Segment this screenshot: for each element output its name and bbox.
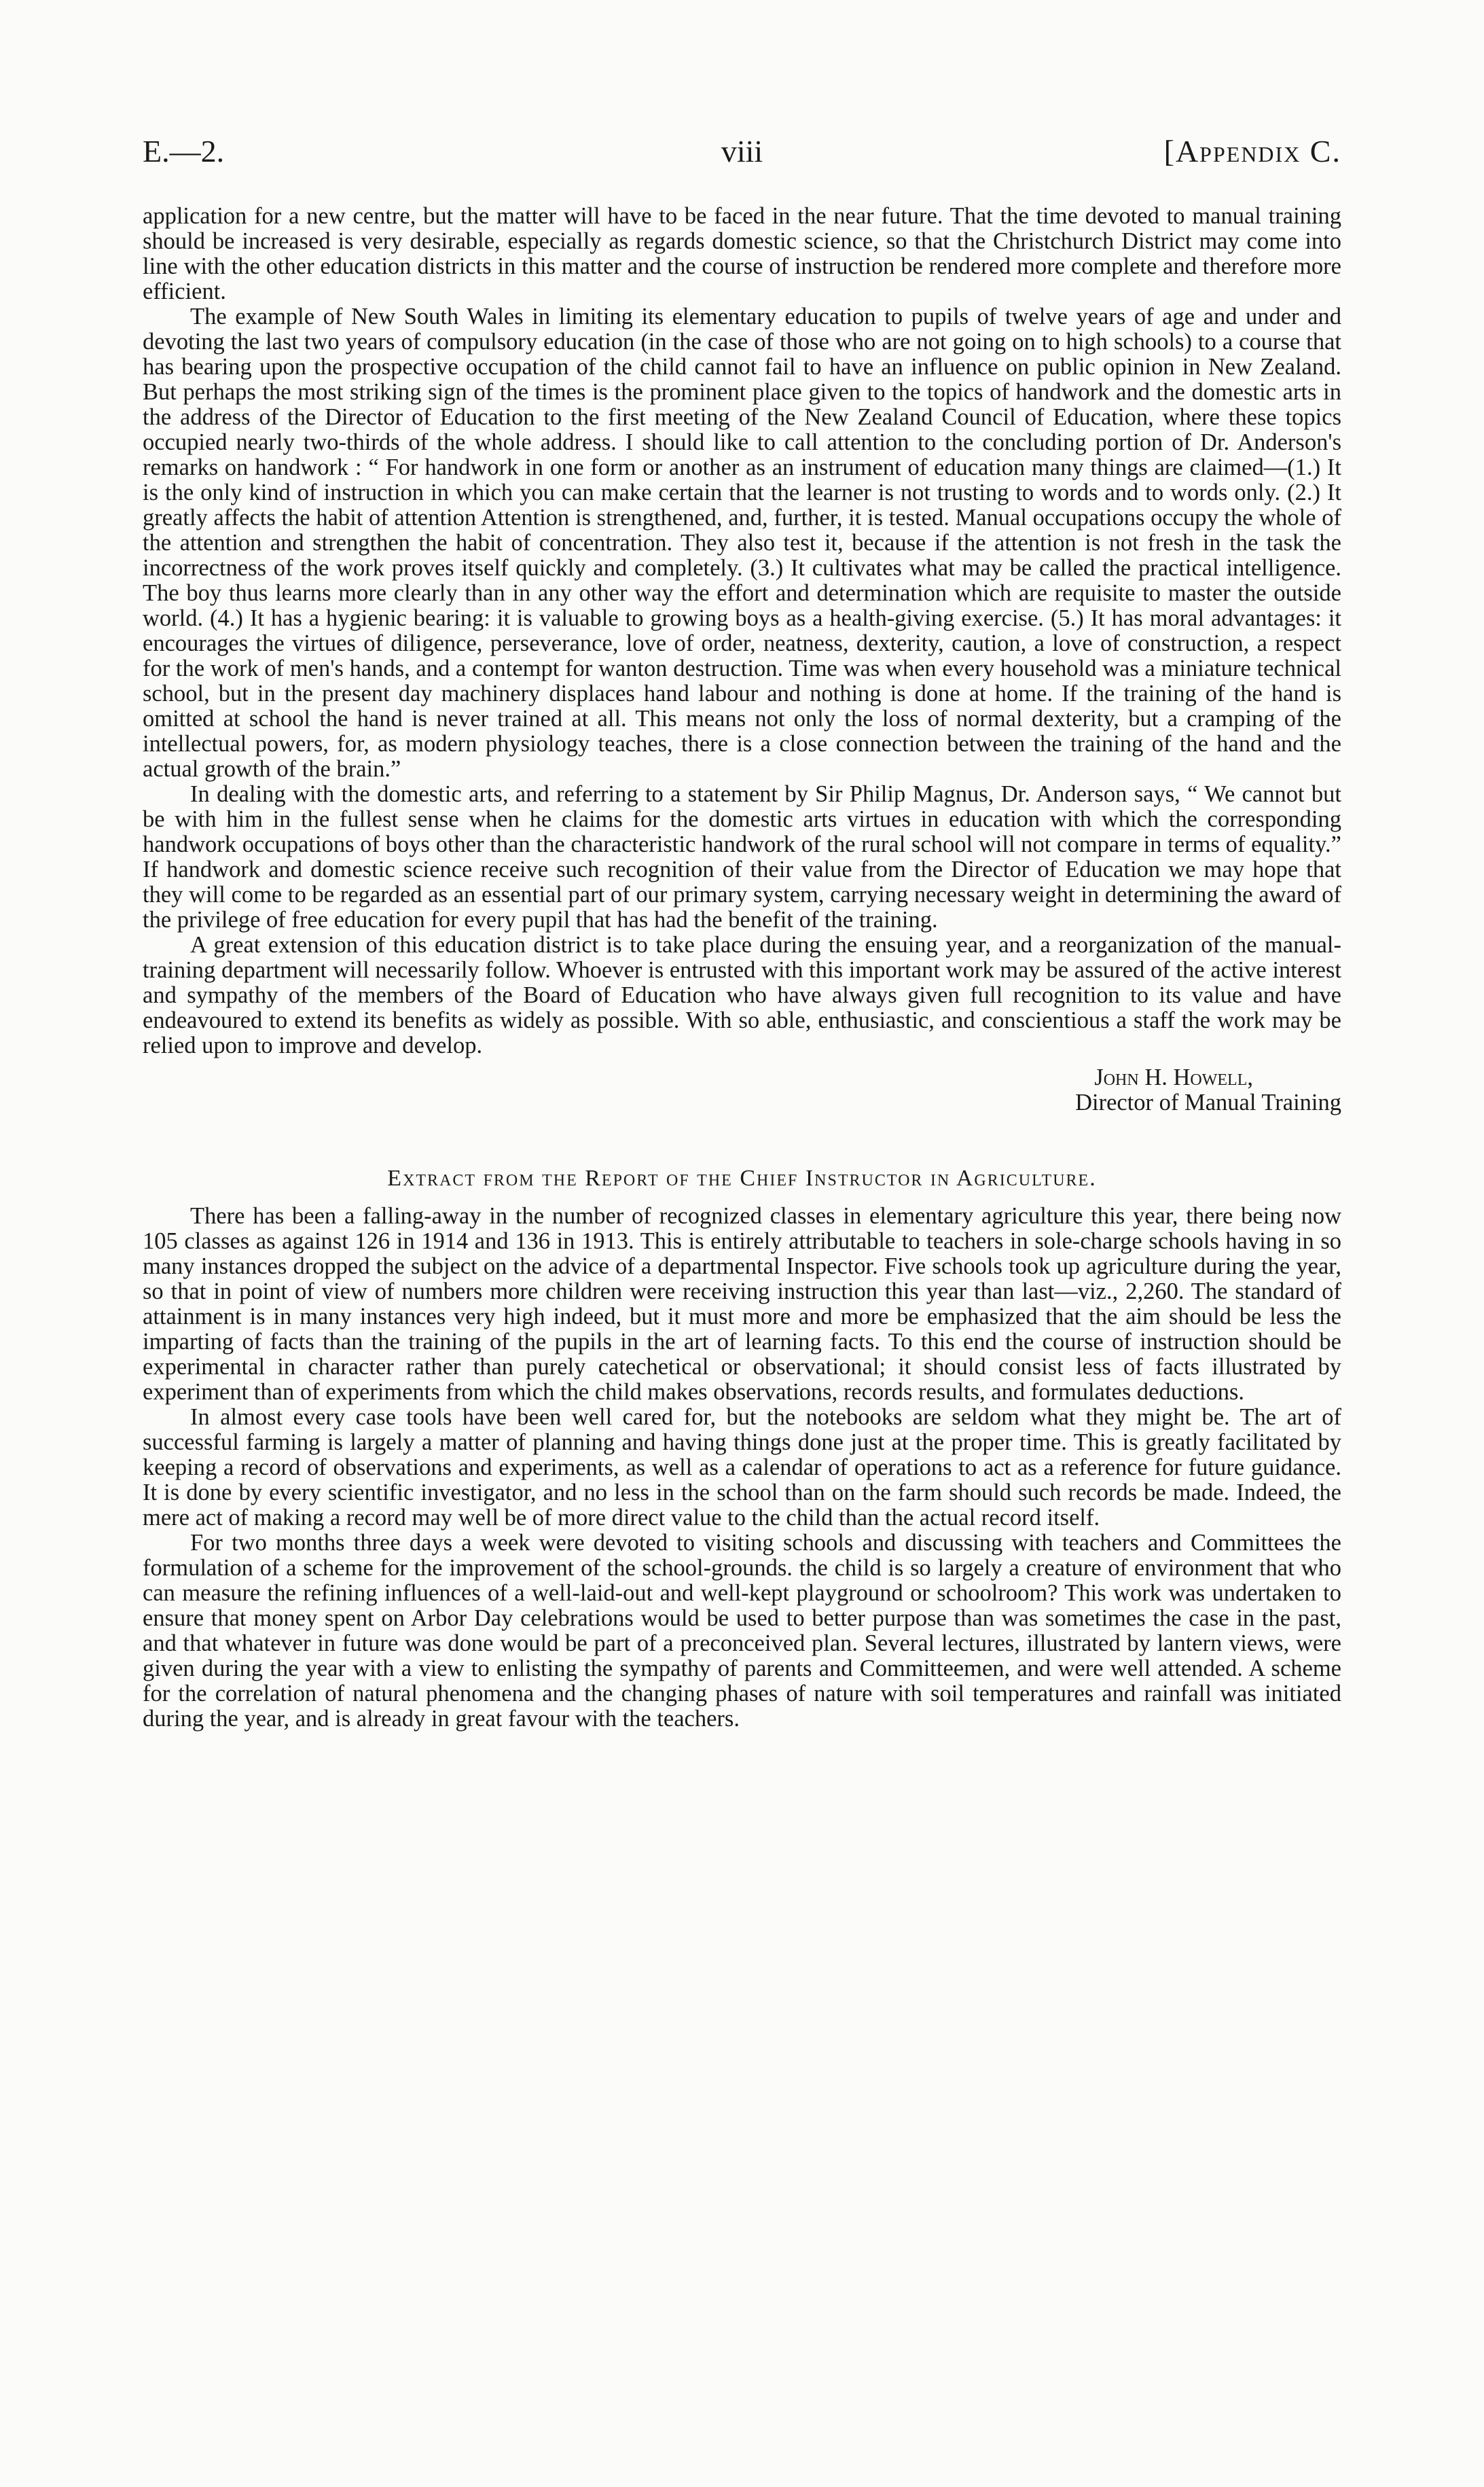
paragraph: A great extension of this education district is to take place during the ensuing year, and a reorganization of the manual-training department will necessarily follow. Whoever is entrusted with this important work may be assured of the active interest and sympathy of the members of the Board of Education who have always given full recognition to its value and have endeavoured to extend its benefits as widely as possible. With so able, enthusiastic, and conscientious a staff the work may be relied upon to improve and develop. bbox=[143, 932, 1341, 1058]
report-code: E.—2. bbox=[143, 134, 225, 168]
paragraph: For two months three days a week were devoted to visiting schools and discussing with teachers and Committees the formulation of a scheme for the improvement of the school-grounds. the child is so largely a creature of environment that who can measure the refining influences of a well-laid-out and well-kept playground or schoolroom? This work was undertaken to ensure that money spent on Arbor Day celebrations would be used to better purpose than was sometimes the case in the past, and that whatever in future was done would be part of a preconceived plan. Several lectures, illustrated by lantern views, were given during the year with a view to enlisting the sympathy of parents and Committeemen, and were well attended. A scheme for the correlation of natural phenomena and the changing phases of nature with soil temperatures and rainfall was initiated during the year, and is already in great favour with the teachers. bbox=[143, 1530, 1341, 1732]
paragraph: There has been a falling-away in the number of recognized classes in elementary agriculture this year, there being now 105 classes as against 126 in 1914 and 136 in 1913. This is entirely attributable to teachers in sole-charge schools having in so many instances dropped the subject on the advice of a departmental Inspector. Five schools took up agriculture during the year, so that in point of view of numbers more children were receiving instruction this year than last—viz., 2,260. The standard of attainment is in many instances very high indeed, but it must more and more be emphasized that the aim should be less the imparting of facts than the training of the pupils in the art of learning facts. To this end the course of instruction should be experimental in character rather than purely catechetical or observational; it should consist less of facts illustrated by experiment than of experiments from which the child makes observations, records results, and formulates deductions. bbox=[143, 1203, 1341, 1405]
appendix-label: [Appendix C. bbox=[1163, 134, 1341, 168]
page-header bbox=[143, 133, 1341, 181]
section-heading: Extract from the Report of the Chief Instructor in Agriculture. bbox=[387, 1166, 1097, 1191]
paragraph: In dealing with the domestic arts, and referring to a statement by Sir Philip Magnus, Dr. Anderson says, “ We cannot but be with him in the fullest sense when he claims for the domestic arts virtues in education with which the corresponding handwork occupations of boys other than the characteristic handwork of the rural school will not compare in terms of equality.” If handwork and domestic science receive such recognition of their value from the Director of Education we may hope that they will come to be regarded as an essential part of our primary system, carrying necessary weight in determining the award of the privilege of free education for every pupil that has had the benefit of the training. bbox=[143, 781, 1341, 933]
paragraph: In almost every case tools have been well cared for, but the notebooks are seldom what they might be. The art of successful farming is largely a matter of planning and having things done just at the proper time. This is greatly facilitated by keeping a record of observations and experiments, as well as a calendar of operations to act as a reference for future guidance. It is done by every scientific investigator, and no less in the school than on the farm should such records be made. Indeed, the mere act of making a record may well be of more direct value to the child than the actual record itself. bbox=[143, 1404, 1341, 1531]
page-number: viii bbox=[721, 134, 763, 168]
signature-block bbox=[143, 1065, 1341, 1115]
signatory-name: John H. Howell, bbox=[1094, 1064, 1253, 1090]
signatory-title: Director of Manual Training bbox=[1075, 1090, 1341, 1115]
paragraph: application for a new centre, but the matter will have to be faced in the near future. That the time devoted to manual training should be increased is very desirable, especially as regards domestic science, so that the Christchurch District may come into line with the other education districts in this matter and the course of instruction be rendered more complete and therefore more efficient. bbox=[143, 203, 1341, 304]
paragraph: The example of New South Wales in limiting its elementary education to pupils of twelve years of age and under and devoting the last two years of compulsory education (in the case of those who are not going on to high schools) to a course that has bearing upon the prospective occupation of the child cannot fail to have an influence on public opinion in New Zealand. But perhaps the most striking sign of the times is the prominent place given to the topics of handwork and the domestic arts in the address of the Director of Education to the first meeting of the New Zealand Council of Education, where these topics occupied nearly two-thirds of the whole address. I should like to call attention to the concluding portion of Dr. Anderson's remarks on handwork : “ For handwork in one form or another as an instrument of education many things are claimed—(1.) It is the only kind of instruction in which you can make certain that the learner is not trusting to words and to words only. (2.) It greatly affects the habit of attention Attention is strengthened, and, further, it is tested. Manual occupations occupy the whole of the attention and strengthen the habit of concentration. They also test it, because if the attention is not fresh in the task the incorrectness of the work proves itself quickly and completely. (3.) It cultivates what may be called the practical intelligence. The boy thus learns more clearly than in any other way the effort and determination which are requisite to master the outside world. (4.) It has a hygienic bearing: it is valuable to growing boys as a health-giving exercise. (5.) It has moral advantages: it encourages the virtues of diligence, perseverance, love of order, neatness, dexterity, caution, a love of construction, a respect for the work of men's hands, and a contempt for wanton destruction. Time was when every household was a miniature technical school, but in the present day machinery displaces hand labour and nothing is done at home. If the training of the hand is omitted at school the hand is never trained at all. This means not only the loss of normal dexterity, but a cramping of the intellectual powers, for, as modern physiology teaches, there is a close connection between the training of the hand and the actual growth of the brain.” bbox=[143, 304, 1341, 782]
document-body bbox=[143, 204, 1341, 1732]
